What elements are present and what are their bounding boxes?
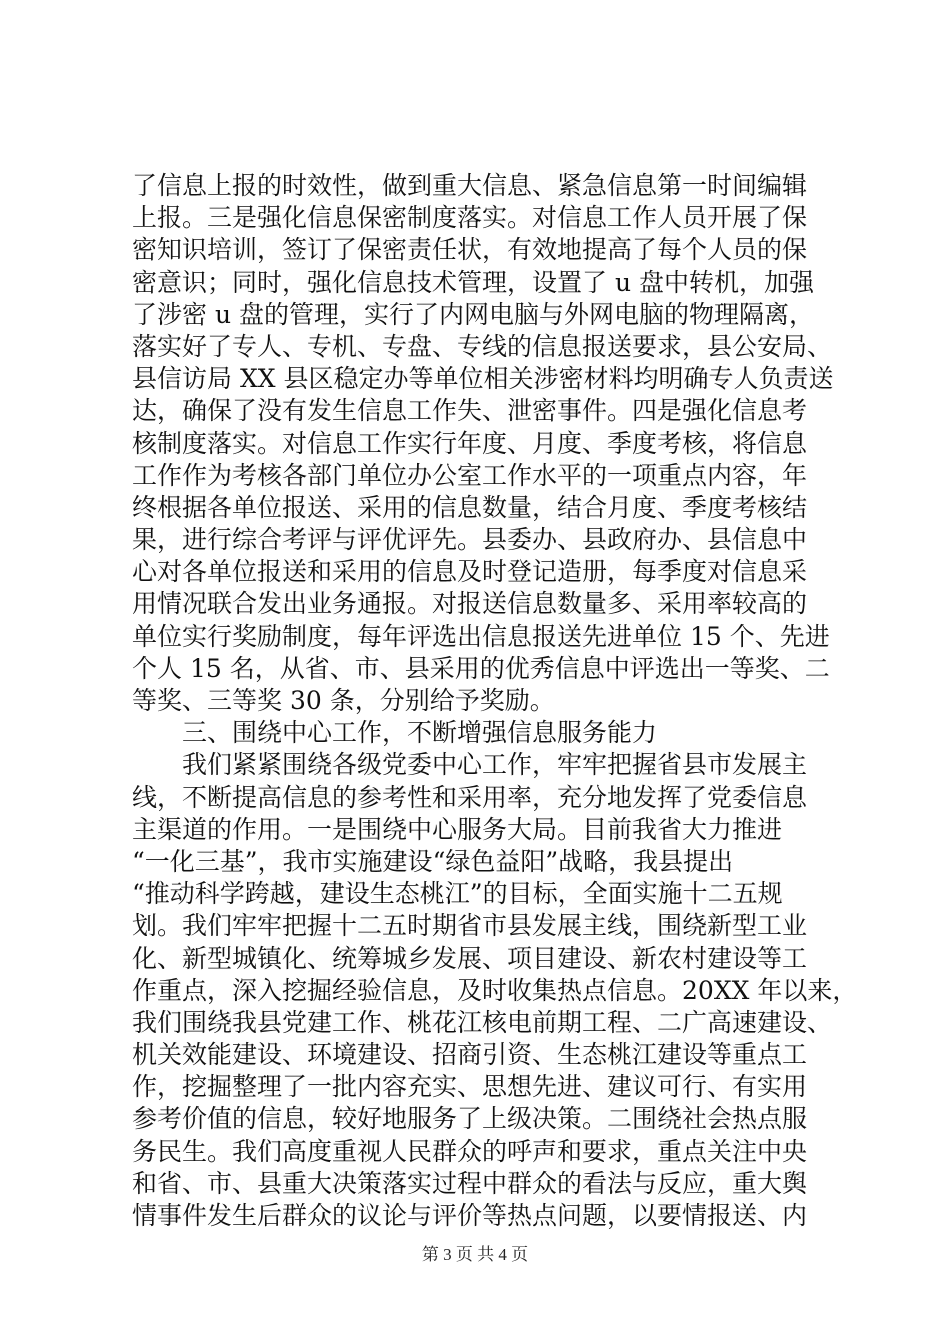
text-line: 工作作为考核各部门单位办公室工作水平的一项重点内容，年: [132, 460, 808, 490]
text-line: 作，挖掘整理了一批内容充实、思想先进、建议可行、有实用: [132, 1072, 808, 1102]
text-line: 落实好了专人、专机、专盘、专线的信息报送要求，县公安局、: [132, 331, 833, 361]
text-line: 和省、市、县重大决策落实过程中群众的看法与反应，重大舆: [132, 1168, 808, 1198]
text-line: 个人 15 名，从省、市、县采用的优秀信息中评选出一等奖、二: [132, 653, 830, 683]
text-line: 了涉密 u 盘的管理，实行了内网电脑与外网电脑的物理隔离，: [132, 299, 814, 329]
text-line: 密意识；同时，强化信息技术管理，设置了 u 盘中转机，加强: [132, 267, 814, 297]
section-heading: 三、围绕中心工作，不断增强信息服务能力: [132, 718, 658, 748]
text-line: 等奖、三等奖 30 条，分别给予奖励。: [132, 686, 555, 715]
text-line: 果，进行综合考评与评优评先。县委办、县政府办、县信息中: [132, 525, 808, 555]
text-line: 参考价值的信息，较好地服务了上级决策。二围绕社会热点服: [132, 1104, 808, 1134]
text-line: 作重点，深入挖掘经验信息，及时收集热点信息。20XX 年以来，: [132, 975, 858, 1005]
text-line: 密知识培训，签订了保密责任状，有效地提高了每个人员的保: [132, 235, 808, 265]
text-line: 我们围绕我县党建工作、桃花江核电前期工程、二广高速建设、: [132, 1007, 833, 1037]
text-line: 心对各单位报送和采用的信息及时登记造册，每季度对信息采: [132, 557, 808, 587]
text-line: 终根据各单位报送、采用的信息数量，结合月度、季度考核结: [132, 492, 808, 522]
text-line: 务民生。我们高度重视人民群众的呼声和要求，重点关注中央: [132, 1136, 808, 1166]
text-line: 上报。三是强化信息保密制度落实。对信息工作人员开展了保: [132, 203, 808, 233]
page-footer: 第 3 页 共 4 页: [421, 1245, 529, 1264]
text-line: 化、新型城镇化、统筹城乡发展、项目建设、新农村建设等工: [132, 943, 808, 973]
text-line: 了信息上报的时效性，做到重大信息、紧急信息第一时间编辑: [132, 171, 808, 200]
text-line: 划。我们牢牢把握十二五时期省市县发展主线，围绕新型工业: [132, 911, 808, 941]
text-line: 单位实行奖励制度，每年评选出信息报送先进单位 15 个、先进: [132, 621, 830, 651]
text-line: “推动科学跨越，建设生态桃江”的目标，全面实施十二五规: [132, 879, 783, 909]
text-line: 我们紧紧围绕各级党委中心工作，牢牢把握省县市发展主: [132, 750, 808, 780]
text-line: 机关效能建设、环境建设、招商引资、生态桃江建设等重点工: [132, 1040, 808, 1070]
text-line: 情事件发生后群众的议论与评价等热点问题，以要情报送、内: [132, 1201, 808, 1230]
text-line: 线，不断提高信息的参考性和采用率，充分地发挥了党委信息: [132, 782, 808, 812]
text-line: 用情况联合发出业务通报。对报送信息数量多、采用率较高的: [132, 589, 808, 619]
text-line: 县信访局 XX 县区稳定办等单位相关涉密材料均明确专人负责送: [132, 364, 834, 394]
text-line: 核制度落实。对信息工作实行年度、月度、季度考核，将信息: [132, 428, 808, 458]
text-line: “一化三基”，我市实施建设“绿色益阳”战略，我县提出: [132, 846, 734, 876]
text-line: 主渠道的作用。一是围绕中心服务大局。目前我省大力推进: [132, 814, 783, 844]
text-line: 达，确保了没有发生信息工作失、泄密事件。四是强化信息考: [132, 396, 808, 426]
body-text: [132, 170, 858, 1232]
